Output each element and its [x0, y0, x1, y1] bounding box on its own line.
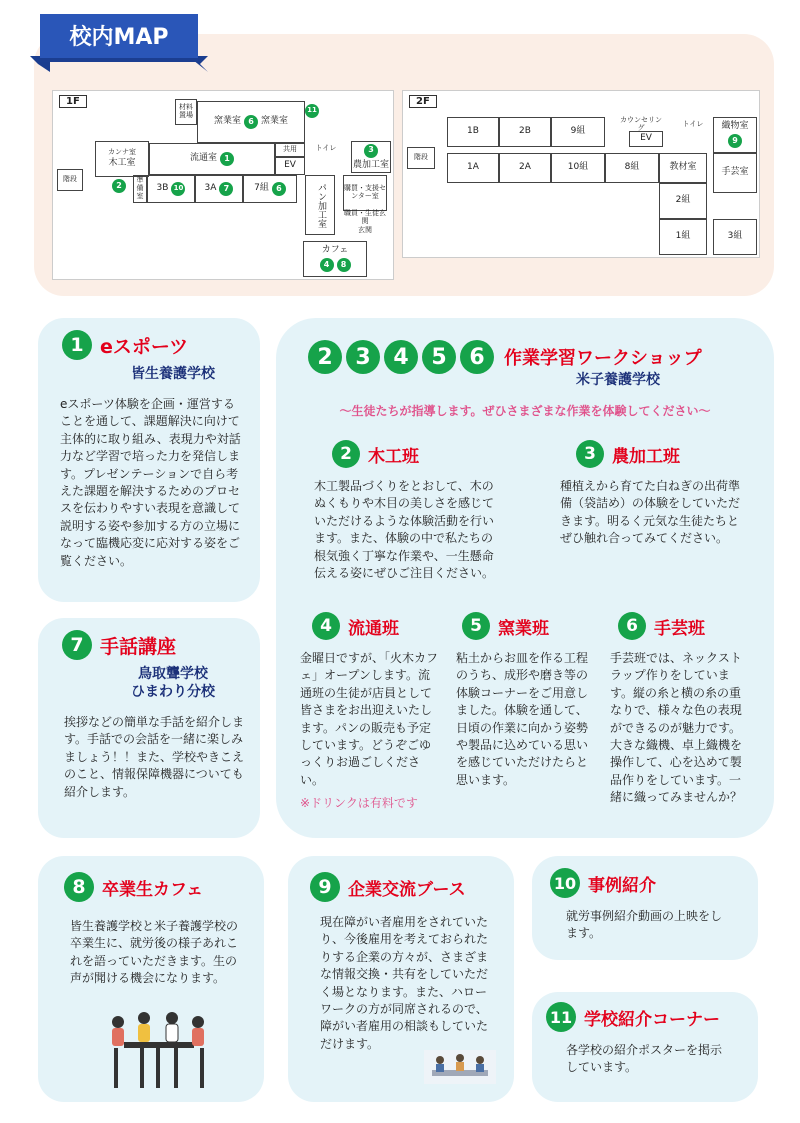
room-2b: 2B: [499, 117, 551, 147]
room-8kumi: 8組: [605, 153, 659, 183]
card-jirei: [532, 856, 758, 960]
cafe-badges: [320, 258, 351, 272]
card-shuwa-header: [62, 630, 176, 660]
card-cafe-text: 皆生養護学校と米子養護学校の卒業生に、就労後の様子あれこれを語っていただきます。生の声が聞ける機会になります。: [70, 919, 239, 986]
number-badge-mokko: 2: [332, 440, 360, 468]
card-workshop-header: [308, 340, 702, 374]
card-gakko: [532, 992, 758, 1102]
card-shuwa-text: 挨拶などの簡単な手話を紹介します。手話での会話を一緒に楽しみましょう！！また、学校やきこえのこと、情報保障機器についても紹介します。: [64, 715, 245, 799]
number-badge-7: 7: [62, 630, 92, 660]
room-1a: 1A: [447, 153, 499, 183]
number-badge-10: 10: [550, 868, 580, 898]
floor-2-label: 2F: [409, 95, 437, 108]
room-cafe: [303, 241, 367, 277]
room-3a: [195, 175, 243, 203]
noka-title: 農加工班: [612, 446, 680, 467]
room-kyozai: 教材室: [659, 153, 707, 183]
room-orimono: [713, 117, 757, 153]
mokko-title: 木工班: [368, 446, 419, 467]
number-badge-8: 8: [64, 872, 94, 902]
room-2a: 2A: [499, 153, 551, 183]
map-title: 校内MAP: [40, 14, 198, 62]
room-9kumi: 9組: [551, 117, 605, 147]
room-10kumi: 10組: [551, 153, 605, 183]
room-3b: [147, 175, 195, 203]
room-ryutsu-label: 流通室: [189, 153, 217, 164]
ryutsu-title: 流通班: [348, 618, 399, 639]
card-workshop: [276, 318, 774, 838]
badge-6: 6: [244, 115, 258, 129]
badge-8: 8: [337, 258, 351, 272]
room-shugei: 手芸室: [713, 153, 757, 193]
room-orimono-label: 織物室: [721, 120, 749, 131]
card-jirei-title: 事例紹介: [588, 875, 656, 896]
mokko-header: [332, 440, 419, 468]
room-1kumi: 1組: [659, 219, 707, 255]
number-badge-ryutsu: 4: [312, 612, 340, 640]
room-toilet-1f: トイレ: [315, 144, 337, 153]
room-1b: 1B: [447, 117, 499, 147]
badge-3: 3: [364, 144, 378, 158]
floor-1-map: [52, 90, 394, 280]
room-7kumi: [243, 175, 297, 203]
cafe-people-illustration: [104, 1008, 214, 1092]
badge-10: 10: [171, 182, 185, 196]
room-toilet-2f: トイレ: [682, 120, 704, 129]
room-3a-label: 3A: [204, 183, 217, 194]
room-cafe-label: カフェ: [321, 244, 349, 255]
ryutsu-text: 金曜日ですが、「火木カフェ」オープンします。流通班の生徒が店員として皆さまをお出迎えいたします。パンの販売も予定しています。どうぞごゆっくりお過ごしください。: [300, 651, 439, 787]
room-3kumi: 3組: [713, 219, 757, 255]
meeting-illustration: [424, 1050, 496, 1084]
noka-text: 種植えから育てた白ねぎの出荷準備（袋詰め）の体験をしていただきます。明るく元気な生徒たちとぜひ触れ合ってみてください。: [560, 479, 741, 546]
room-tokubetsu: 購買・支援センター室: [343, 175, 387, 211]
room-counseling: カウンセリング: [620, 116, 662, 132]
card-cafe-header: [64, 872, 203, 902]
shugei-title: 手芸班: [654, 618, 705, 639]
room-noka-label: 農加工室: [352, 159, 389, 170]
room-2kumi: 2組: [659, 183, 707, 219]
room-genkan: 玄関: [358, 226, 372, 235]
badge-9: 9: [728, 134, 742, 148]
card-kigyo-text: 現在障がい者雇用をされていたり、今後雇用を考えておられたりする企業の方々が、さまざまな情報交換・共有をしていただく場となります。また、ハローワークの方が同席されるので、障がい者雇用の相談もしていただけます。: [320, 915, 489, 1051]
badge-6b: 6: [272, 182, 286, 196]
card-esports-title: eスポーツ: [100, 335, 189, 358]
card-gakko-title: 学校紹介コーナー: [584, 1009, 720, 1030]
card-kigyo: [288, 856, 514, 1102]
room-yogyo-label-2: 窯業室: [261, 116, 289, 127]
card-cafe: [38, 856, 264, 1102]
room-kanna-label: カンナ室: [108, 147, 136, 156]
card-workshop-title: 作業学習ワークショップ: [504, 348, 702, 369]
mokko-text: 木工製品づくりをとおして、木のぬくもりや木目の美しさを感じていただけるような体験活動を行います。また、体験の中で私たちの根気強く丁寧な作業や、一生懸命伝える姿にぜひご注目ください。: [314, 479, 495, 580]
card-jirei-text: 就労事例紹介動画の上映をします。: [566, 909, 723, 941]
room-futsu: 共用: [275, 143, 305, 157]
number-badge-shugei: 6: [618, 612, 646, 640]
room-7kumi-label: 7組: [254, 183, 269, 194]
card-shuwa-title: 手話講座: [100, 635, 177, 658]
number-badge-5: 5: [422, 340, 456, 374]
card-kigyo-header: [310, 872, 466, 902]
map-title-banner: [30, 14, 208, 74]
marker-2: [111, 177, 127, 195]
room-yogyo-label-1: 窯業室: [213, 116, 241, 127]
number-badge-6: 6: [460, 340, 494, 374]
card-shuwa: [38, 618, 260, 838]
card-jirei-header: [550, 868, 656, 898]
room-3b-label: 3B: [156, 183, 169, 194]
room-mokko: [95, 141, 149, 177]
card-shuwa-school-1: 鳥取聾学校: [138, 666, 208, 682]
room-pan: パン加工室: [305, 175, 335, 235]
shugei-text: 手芸班では、ネックストラップ作りをしています。縦の糸と横の糸の重なりで、様々な色の表現ができるのが魅力です。大きな織機、卓上織機を操作して、心を込めて製品作りをしています。一緒に織ってみませんか？: [610, 651, 743, 805]
card-gakko-header: [546, 1002, 720, 1032]
room-ev-1f: EV: [275, 157, 305, 175]
room-mokko-label: 木工室: [108, 158, 136, 169]
floor-1-label: 1F: [59, 95, 87, 108]
card-gakko-text: 各学校の紹介ポスターを掲示しています。: [566, 1043, 723, 1075]
card-esports-header: [62, 330, 188, 360]
badge-2: 2: [112, 179, 126, 193]
room-noka: [351, 141, 391, 173]
shugei-header: [618, 612, 705, 640]
badge-1: 1: [220, 152, 234, 166]
marker-11: [305, 91, 319, 131]
card-shuwa-school-2: ひまわり分校: [131, 684, 215, 700]
room-ryutsu: [149, 143, 275, 175]
card-kigyo-title: 企業交流ブース: [348, 879, 466, 900]
room-junbi: 準備室: [133, 175, 147, 203]
room-yogyo: [197, 101, 305, 143]
number-badge-noka: 3: [576, 440, 604, 468]
room-ev-2f: EV: [629, 131, 663, 147]
number-badge-1: 1: [62, 330, 92, 360]
card-workshop-tagline: ～生徒たちが指導します。ぜひさまざまな作業を体験してください～: [339, 404, 711, 418]
yogyo-title: 窯業班: [498, 618, 549, 639]
number-badge-11: 11: [546, 1002, 576, 1032]
yogyo-header: [462, 612, 549, 640]
room-shokuin: 職員・生徒玄関: [344, 209, 386, 225]
ryutsu-header: [312, 612, 399, 640]
room-kaidan-2f: 階段: [407, 147, 435, 169]
card-workshop-school: 米子養護学校: [576, 372, 660, 388]
badge-11: 11: [305, 104, 319, 118]
number-badge-2: 2: [308, 340, 342, 374]
card-cafe-title: 卒業生カフェ: [102, 879, 204, 900]
room-kaidan-1f: 階段: [57, 169, 83, 191]
number-badge-4: 4: [384, 340, 418, 374]
card-esports-text: eスポーツ体験を企画・運営することを通して、課題解決に向けて主体的に取り組み、表現力や対話力など学習で培った力を発信します。プレゼンテーションで自ら考えた課題を解決するためのプロセスを伝わりやすい表現を意識して説明する姿や参加する方の立場になって臨機応変に応対する姿をご覧ください。: [60, 397, 241, 568]
ryutsu-note: ※ドリンクは有料です: [300, 796, 418, 810]
card-esports: [38, 318, 260, 602]
badge-7: 7: [219, 182, 233, 196]
badge-4: 4: [320, 258, 334, 272]
number-badge-3: 3: [346, 340, 380, 374]
floor-2-map: [402, 90, 760, 258]
room-zairyo: 材料置場: [175, 99, 197, 125]
number-badge-yogyo: 5: [462, 612, 490, 640]
card-esports-school: 皆生養護学校: [131, 366, 215, 382]
noka-header: [576, 440, 680, 468]
number-badge-9: 9: [310, 872, 340, 902]
yogyo-text: 粘土からお皿を作る工程のうち、成形や磨き等の体験コーナーをご用意しました。体験を通して、日頃の作業に向かう姿勢や製品に込めている思いを感じていただけたらと思います。: [456, 651, 589, 787]
